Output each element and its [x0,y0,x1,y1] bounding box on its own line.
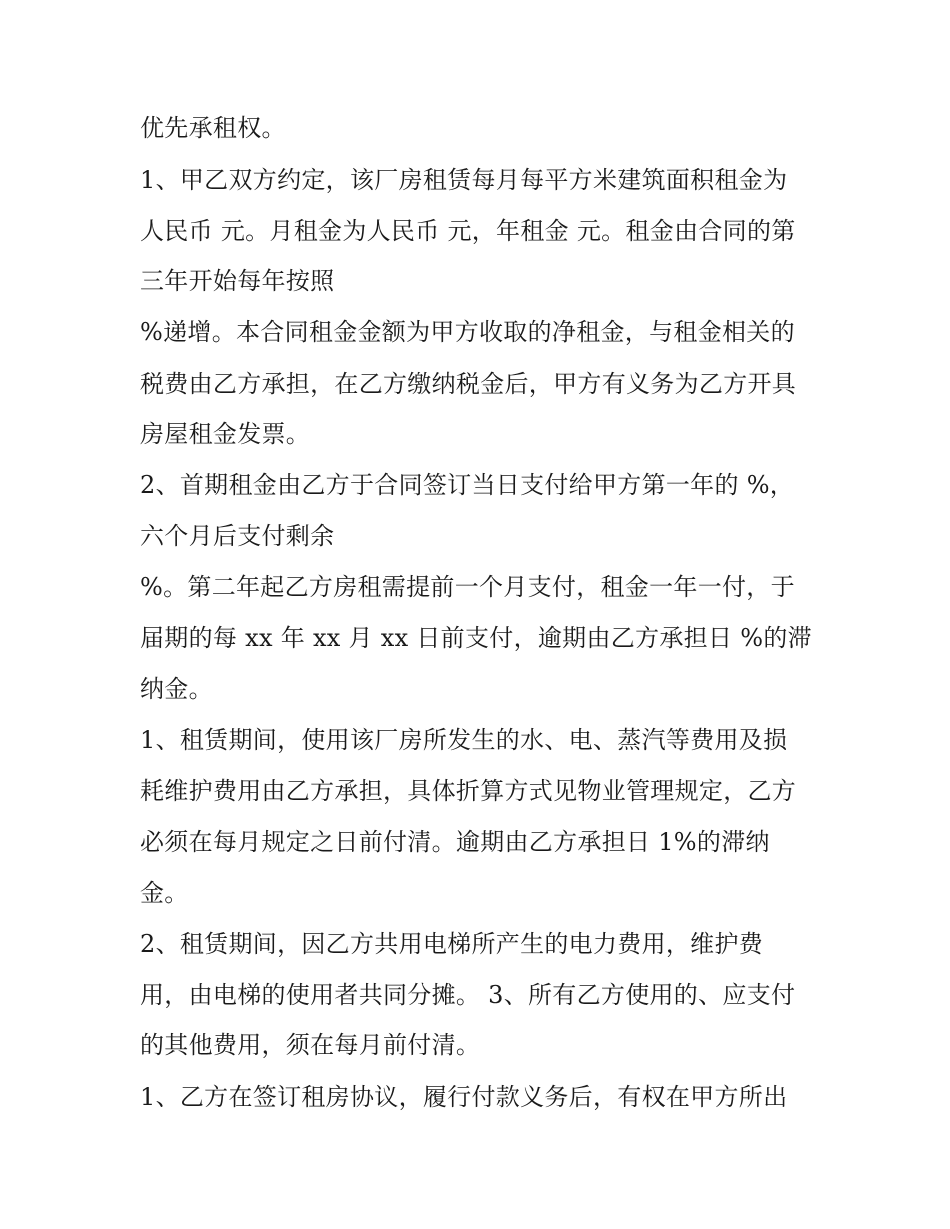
text-line: 耗维护费用由乙方承担，具体折算方式见物业管理规定，乙方 [140,777,797,805]
text-line: 1、甲乙双方约定，该厂房租赁每月每平方米建筑面积租金为 [140,166,788,194]
text-line: 2、首期租金由乙方于合同签订当日支付给甲方第一年的 %， [140,471,795,499]
text-line: 税费由乙方承担，在乙方缴纳税金后，甲方有义务为乙方开具 [140,370,797,398]
text-line: 用，由电梯的使用者共同分摊。 3、所有乙方使用的、应支付 [140,981,796,1009]
text-line: %。第二年起乙方房租需提前一个月支付，租金一年一付，于 [140,573,795,601]
text-line: 纳金。 [140,675,213,703]
text-line: 房屋租金发票。 [140,420,311,448]
text-line: 届期的每 xx 年 xx 月 xx 日前支付，逾期由乙方承担日 %的滞 [140,624,812,652]
text-line: %递增。本合同租金金额为甲方收取的净租金，与租金相关的 [140,318,795,346]
text-line: 金。 [140,879,189,907]
text-line: 优先承租权。 [140,114,286,142]
text-line: 1、租赁期间，使用该厂房所发生的水、电、蒸汽等费用及损 [140,726,788,754]
text-line: 三年开始每年按照 [140,267,335,295]
text-line: 的其他费用，须在每月前付清。 [140,1031,481,1059]
text-line: 1、乙方在签订租房协议，履行付款义务后，有权在甲方所出 [140,1083,788,1111]
text-line: 六个月后支付剩余 [140,522,335,550]
text-line: 人民币 元。月租金为人民币 元，年租金 元。租金由合同的第 [140,217,796,245]
text-line: 2、租赁期间，因乙方共用电梯所产生的电力费用，维护费 [140,930,764,958]
text-line: 必须在每月规定之日前付清。逾期由乙方承担日 1%的滞纳 [140,828,770,856]
